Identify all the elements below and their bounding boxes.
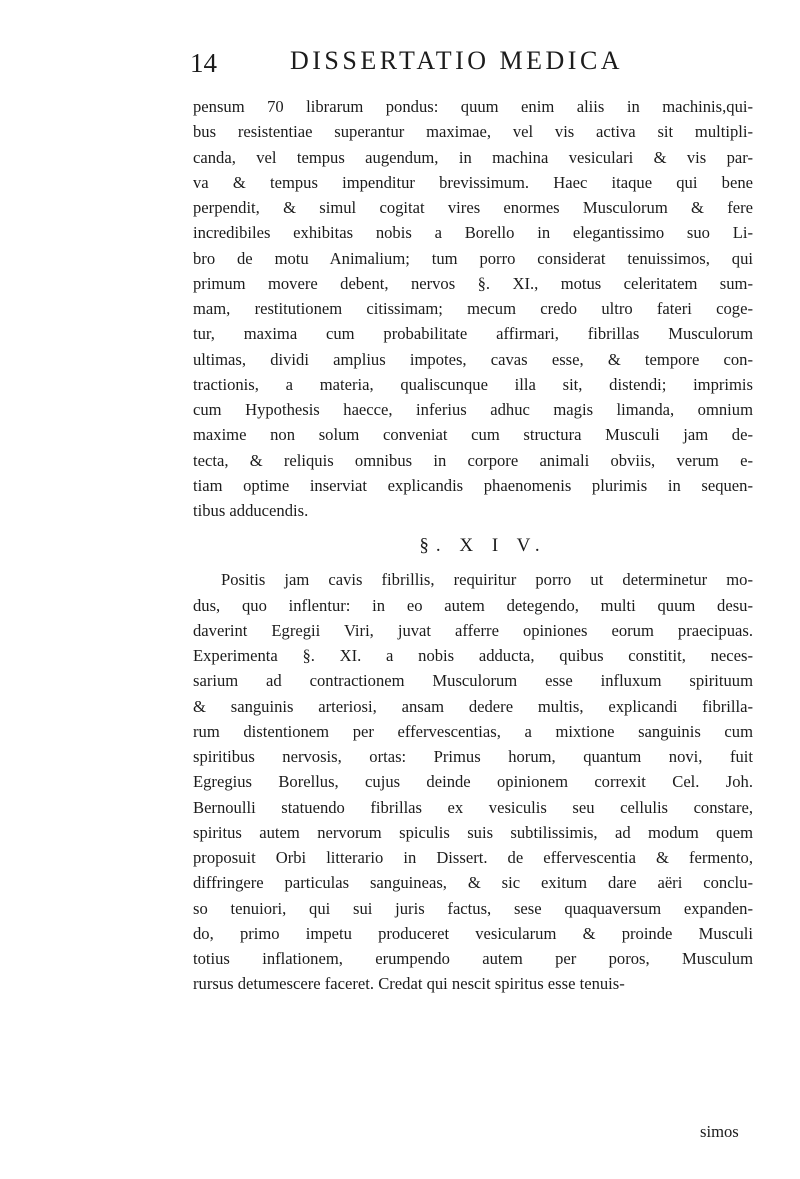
text-line: rursus detumescere faceret. Credat qui nescit spiritus esse tenuis- (193, 974, 625, 994)
text-line: do, primo impetu produceret vesicularum & proinde Musculi (193, 923, 753, 943)
text-line: pensum 70 librarum pondus: quum enim aliis in machinis,qui- (193, 97, 753, 116)
paragraph-2 (193, 567, 753, 996)
text-line: spiritibus nervosis, ortas: Primus horum, quantum novi, fuit (193, 747, 753, 766)
text-line: daverint Egregii Viri, juvat afferre opiniones eorum praecipuas. (193, 620, 753, 640)
running-head (190, 44, 800, 84)
text-line: rum distentionem per effervescentias, a mixtione sanguinis cum (193, 721, 753, 741)
text-line: Positis jam cavis fibrillis, requiritur porro ut determinetur mo- (221, 570, 753, 590)
text-line: mam, restitutionem citissimam; mecum credo ultro fateri coge- (193, 299, 753, 318)
text-line: so tenuiori, qui sui juris factus, sese quaquaversum expanden- (193, 898, 753, 918)
text-line: tur, maxima cum probabilitate affirmari, fibrillas Musculorum (193, 324, 753, 344)
text-line: diffringere particulas sanguineas, & sic exitum dare aëri conclu- (193, 873, 753, 893)
text-line: perpendit, & simul cogitat vires enormes Musculorum & fere (193, 198, 753, 217)
running-title: DISSERTATIO MEDICA (290, 46, 624, 75)
text-line: proposuit Orbi litterario in Dissert. de effervescentia & fermento, (193, 848, 753, 867)
paragraph-1 (193, 94, 753, 523)
text-line: bro de motu Animalium; tum porro considerat tenuissimos, qui (193, 248, 753, 268)
text-line: incredibiles exhibitas nobis a Borello in elegantissimo suo Li- (193, 223, 753, 243)
text-line: tecta, & reliquis omnibus in corpore animali obviis, verum e- (193, 450, 753, 470)
text-line: bus resistentiae superantur maximae, vel vis activa sit multipli- (193, 122, 753, 142)
text-line: & sanguinis arteriosi, ansam dedere multis, explicandi fibrilla- (193, 696, 753, 716)
text-line: sarium ad contractionem Musculorum esse influxum spirituum (193, 671, 753, 691)
text-line: tiam optime inserviat explicandis phaenomenis plurimis in sequen- (193, 475, 753, 495)
body-text (193, 94, 753, 997)
text-line: dus, quo inflentur: in eo autem detegendo, multi quum desu- (193, 595, 753, 615)
text-line: Egregius Borellus, cujus deinde opinionem correxit Cel. Joh. (193, 772, 753, 792)
page-number: 14 (190, 48, 217, 78)
text-line: tibus adducendis. (193, 501, 309, 520)
text-line: spiritus autem nervorum spiculis suis subtilissimis, ad modum quem (193, 822, 753, 842)
text-line: tractionis, a materia, qualiscunque illa sit, distendi; imprimis (193, 374, 753, 394)
text-line: va & tempus impenditur brevissimum. Haec itaque qui bene (193, 172, 753, 192)
text-line: Experimenta §. XI. a nobis adducta, quibus constitit, neces- (193, 646, 753, 665)
text-line: Bernoulli statuendo fibrillas ex vesiculis seu cellulis constare, (193, 797, 753, 817)
catchword: simos (700, 1122, 739, 1141)
section-heading: §. X I V. (419, 535, 547, 557)
text-line: maxime non solum conveniat cum structura Musculi jam de- (193, 425, 753, 445)
text-line: totius inflationem, erumpendo autem per poros, Musculum (193, 949, 753, 968)
text-line: cum Hypothesis haecce, inferius adhuc magis limanda, omnium (193, 400, 753, 419)
text-line: primum movere debent, nervos §. XI., motus celeritatem sum- (193, 273, 753, 293)
text-line: canda, vel tempus augendum, in machina vesiculari & vis par- (193, 147, 753, 167)
text-line: ultimas, dividi amplius impotes, cavas esse, & tempore con- (193, 349, 753, 369)
